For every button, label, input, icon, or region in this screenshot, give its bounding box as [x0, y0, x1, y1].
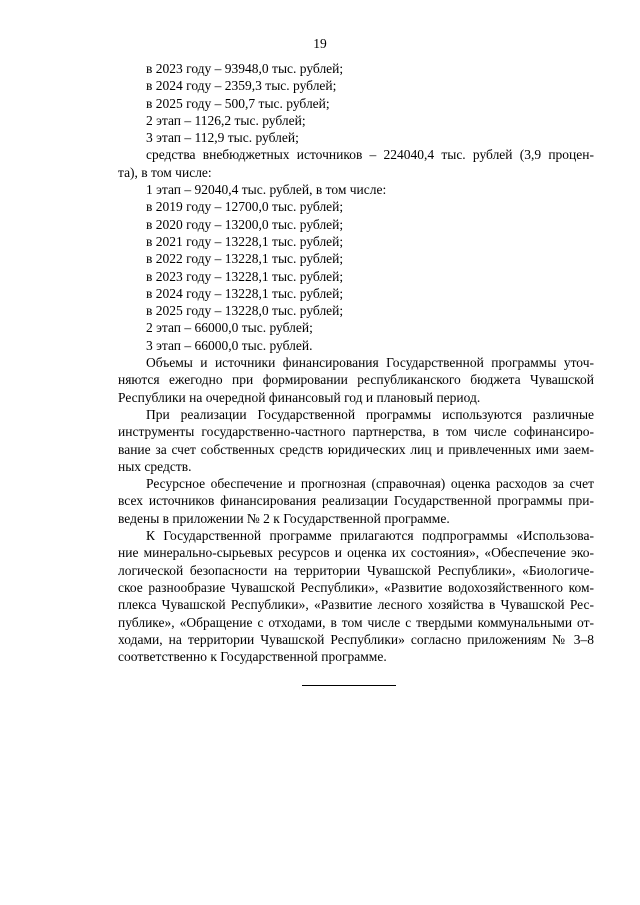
text-line: в 2023 году – 93948,0 тыс. рублей; [146, 61, 344, 76]
text-line: 2 этап – 66000,0 тыс. рублей; [146, 320, 313, 336]
text-line: ское разнообразие Чувашской Республики», «Развитие водохозяйственного ком- [118, 579, 594, 595]
text-line: Республики на очередной финансовый год и плановый период. [118, 389, 481, 405]
text-line: ние минерально-сырьевых ресурсов и оценка их состояния», «Обеспечение эко- [118, 545, 594, 561]
text-line: логической безопасности на территории Чувашской Республики», «Биологиче- [118, 562, 594, 578]
text-line: всех источников финансирования реализации Государственной программы при- [118, 493, 594, 509]
text-line: средства внебюджетных источников – 224040,4 тыс. рублей (3,9 процен- [146, 147, 594, 163]
text-line: в 2024 году – 2359,3 тыс. рублей; [146, 78, 337, 94]
text-line: ных средств. [118, 458, 192, 474]
text-line: в 2025 году – 13228,0 тыс. рублей; [146, 303, 344, 319]
end-separator-line [302, 685, 396, 686]
text-line: 3 этап – 66000,0 тыс. рублей. [146, 337, 313, 353]
text-line: Объемы и источники финансирования Государственной программы уточ- [146, 355, 594, 371]
text-line: Ресурсное обеспечение и прогнозная (справочная) оценка расходов за счет [146, 476, 594, 492]
text-line: 3 этап – 112,9 тыс. рублей; [146, 130, 299, 146]
text-line: При реализации Государственной программы используются различные [146, 406, 594, 422]
text-line: та), в том числе: [118, 164, 212, 180]
text-line: соответственно к Государственной программе. [118, 649, 387, 665]
text-line: 2 этап – 1126,2 тыс. рублей; [146, 112, 306, 128]
text-line: плекса Чувашской Республики», «Развитие лесного хозяйства в Чувашской Рес- [118, 597, 594, 613]
text-line: в 2019 году – 12700,0 тыс. рублей; [146, 199, 344, 215]
text-line: в 2021 году – 13228,1 тыс. рублей; [146, 233, 344, 249]
text-line: К Государственной программе прилагаются подпрограммы «Использова- [146, 528, 594, 544]
text-line: 1 этап – 92040,4 тыс. рублей, в том числе: [146, 182, 387, 198]
text-line: в 2024 году – 13228,1 тыс. рублей; [146, 285, 344, 301]
text-line: в 2020 году – 13200,0 тыс. рублей; [146, 216, 344, 232]
text-line: ведены в приложении № 2 к Государственной программе. [118, 510, 450, 526]
text-line: инструменты государственно-частного партнерства, в том числе софинансиро- [118, 424, 594, 440]
text-line: няются ежегодно при формировании республиканского бюджета Чувашской [118, 372, 594, 388]
text-line: в 2022 году – 13228,1 тыс. рублей; [146, 251, 344, 267]
text-line: публике», «Обращение с отходами, в том числе с твердыми коммунальными от- [118, 614, 594, 630]
text-line: в 2023 году – 13228,1 тыс. рублей; [146, 268, 344, 284]
text-line: вание за счет собственных средств юридических лиц и привлеченных ими заем- [118, 441, 594, 457]
text-line: в 2025 году – 500,7 тыс. рублей; [146, 95, 330, 111]
document-body [118, 60, 594, 665]
text-line: ходами, на территории Чувашской Республики» согласно приложениям № 3–8 [118, 631, 594, 647]
page-number: 19 [313, 36, 327, 51]
